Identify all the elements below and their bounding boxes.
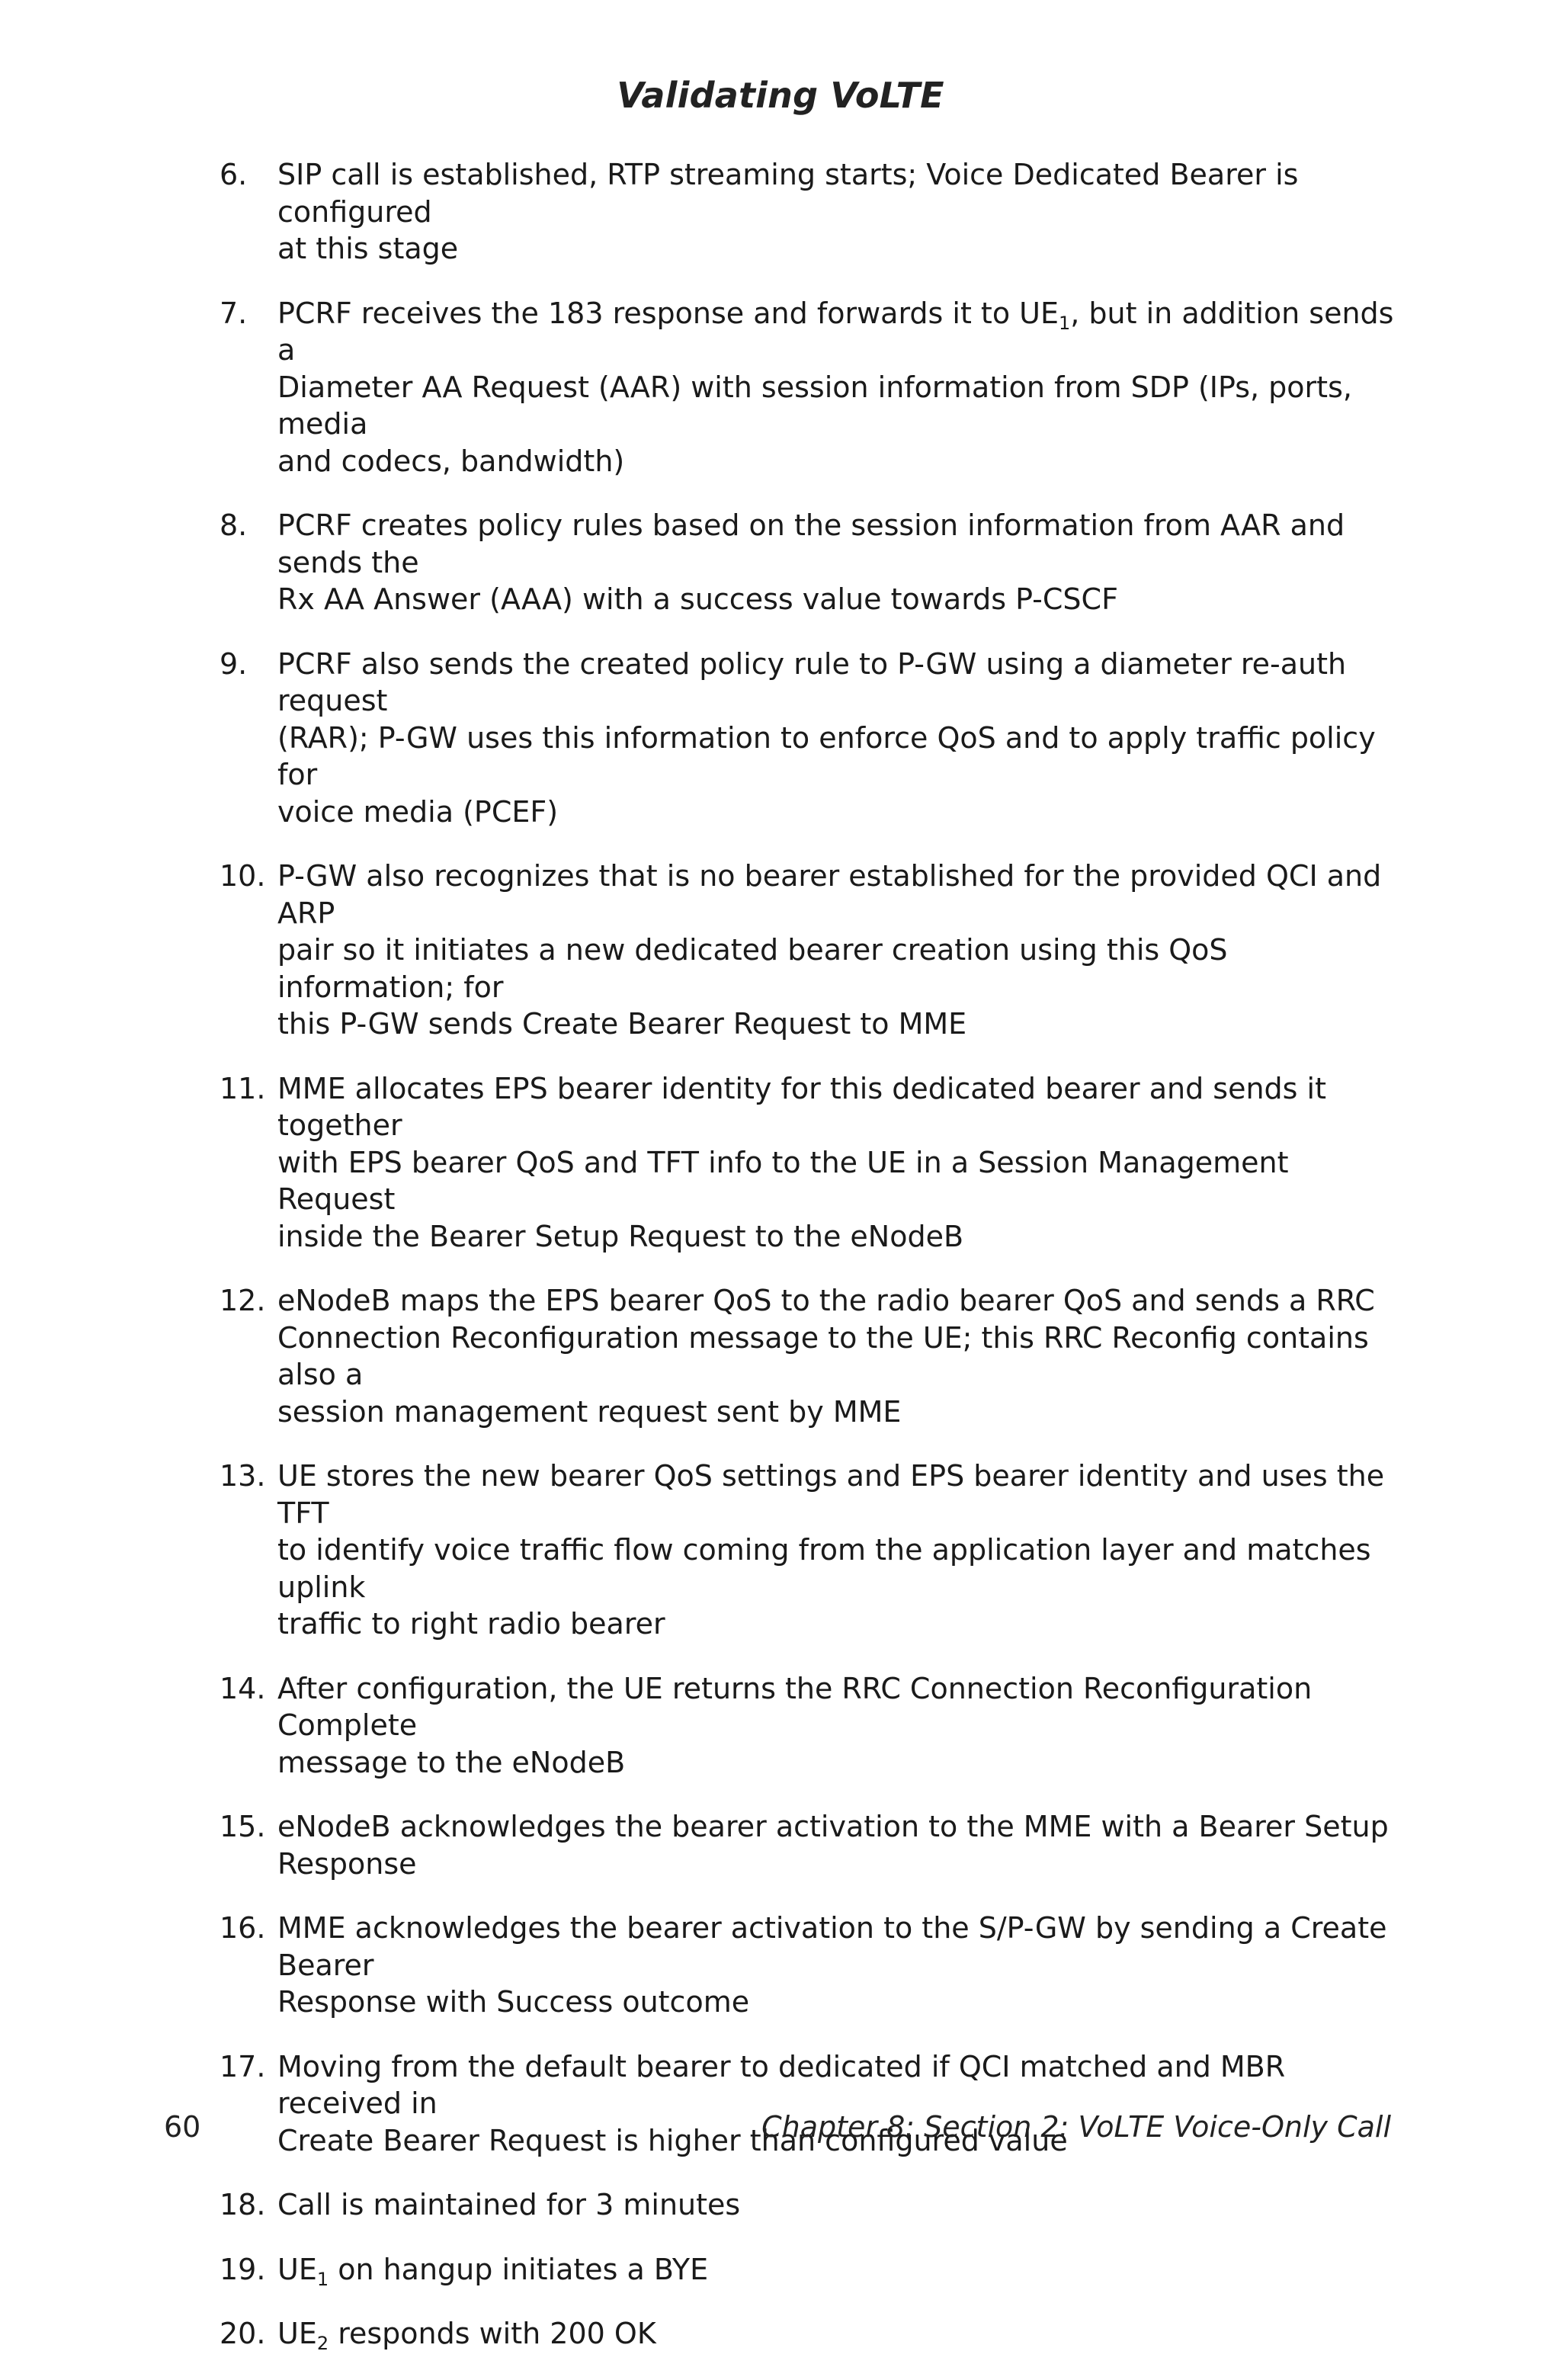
step-number: 20. <box>220 2317 266 2350</box>
step-text: Moving from the default bearer to dedicated if QCI matched and MBR received in Create Bearer Request is higher than configured value <box>277 2049 1286 2157</box>
list-item <box>220 1910 1409 2021</box>
step-number: 12. <box>220 1284 266 1317</box>
subscript: 2 <box>316 2333 329 2354</box>
page-footer <box>164 2110 1391 2144</box>
list-item <box>220 1808 1409 1882</box>
running-footer-chapter: Chapter 8: Section 2: VoLTE Voice-Only Call <box>761 2110 1391 2144</box>
step-text: MME allocates EPS bearer identity for this dedicated bearer and sends it together with EPS bearer QoS and TFT info to the UE in a Session Management Request inside the Bearer Setup Request to the eNodeB <box>277 1071 1327 1253</box>
step-text-part: on hangup initiates a BYE <box>329 2252 709 2286</box>
list-item <box>220 156 1409 268</box>
step-text <box>277 2251 1409 2289</box>
step-text: P-GW also recognizes that is no bearer established for the provided QCI and ARP pair so it initiates a new dedicated bearer creation using this QoS information; for this P-GW sends Create Bearer Request to MME <box>277 859 1382 1041</box>
step-text-part: , but in addition sends a Diameter AA Request (AAR) with session information from SDP (IPs, ports, media and codecs, bandwidth) <box>277 296 1394 478</box>
list-item <box>220 1070 1409 1256</box>
step-number: 19. <box>220 2252 266 2286</box>
step-text: eNodeB maps the EPS bearer QoS to the radio bearer QoS and sends a RRC Connection Reconfiguration message to the UE; this RRC Reconfig contains also a session management request sent by MME <box>277 1284 1375 1429</box>
step-number: 13. <box>220 1459 266 1493</box>
step-text-part: PCRF receives the 183 response and forwards it to UE <box>277 296 1059 330</box>
list-item <box>220 2251 1409 2289</box>
step-number: 11. <box>220 1071 266 1105</box>
page-number: 60 <box>164 2110 201 2144</box>
step-text: MME acknowledges the bearer activation to the S/P-GW by sending a Create Bearer Response with Success outcome <box>277 1911 1387 2019</box>
step-number: 9. <box>220 646 248 681</box>
list-item <box>220 2315 1409 2353</box>
step-text: PCRF also sends the created policy rule to P-GW using a diameter re-auth request (RAR); P-GW uses this information to enforce QoS and to apply traffic policy for voice media (PCEF) <box>277 646 1376 829</box>
subscript: 1 <box>316 2268 329 2290</box>
page-title: Validating VoLTE <box>617 75 944 116</box>
step-text-part: UE <box>277 2252 317 2286</box>
list-item <box>220 1282 1409 1430</box>
procedure-step-list <box>220 156 1409 2380</box>
step-number: 6. <box>220 158 248 191</box>
list-item <box>220 1670 1409 1782</box>
step-number: 16. <box>220 1911 266 1945</box>
step-text: SIP call is established, RTP streaming starts; Voice Dedicated Bearer is configured at this stage <box>277 158 1299 265</box>
step-number: 15. <box>220 1810 266 1843</box>
step-text-part: responds with 200 OK <box>329 2317 656 2350</box>
step-number: 8. <box>220 508 248 542</box>
step-number: 17. <box>220 2049 266 2083</box>
step-text: After configuration, the UE returns the RRC Connection Reconfiguration Complete message to the eNodeB <box>277 1671 1313 1779</box>
step-number: 7. <box>220 296 248 330</box>
step-number: 18. <box>220 2188 266 2221</box>
list-item <box>220 858 1409 1043</box>
list-item <box>220 2186 1409 2224</box>
list-item <box>220 646 1409 831</box>
step-text: PCRF creates policy rules based on the session information from AAR and sends the Rx AA Answer (AAA) with a success value towards P-CSCF <box>277 508 1345 616</box>
step-number: 14. <box>220 1671 266 1705</box>
subscript: 1 <box>1058 312 1071 334</box>
step-text <box>277 295 1409 480</box>
step-text-part: UE <box>277 2317 317 2350</box>
step-number: 10. <box>220 859 266 893</box>
step-text: UE stores the new bearer QoS settings and EPS bearer identity and uses the TFT to identify voice traffic flow coming from the application layer and matches uplink traffic to right radio bearer <box>277 1459 1385 1641</box>
list-item <box>220 507 1409 618</box>
step-text: Call is maintained for 3 minutes <box>277 2188 741 2221</box>
step-text <box>277 2315 1409 2353</box>
list-item <box>220 1458 1409 1643</box>
step-text: eNodeB acknowledges the bearer activation to the MME with a Bearer Setup Response <box>277 1810 1389 1881</box>
list-item <box>220 295 1409 480</box>
